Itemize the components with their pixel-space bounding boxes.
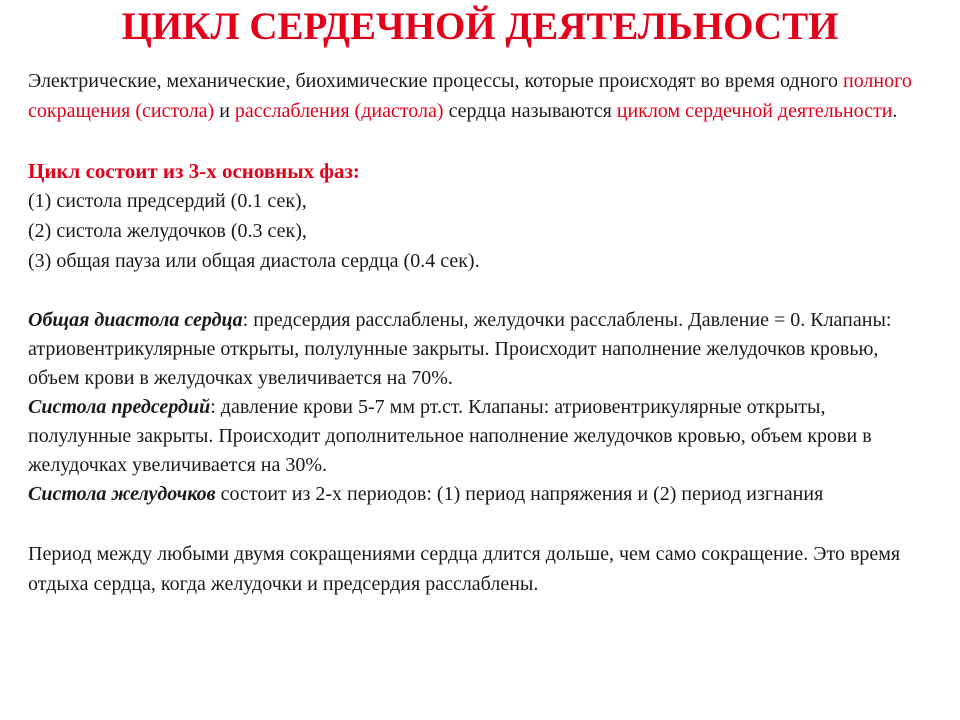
diastole-description: : предсердия расслаблены, желудочки расслаблены. Давление = 0. Клапаны: атриовентрикулярные открыты, полулунные закрыты. Происходит наполнение желудочков кровью, объем крови в желудочках увеличивается на 70%. — [28, 309, 892, 389]
spacer — [28, 509, 928, 539]
spacer — [28, 126, 928, 156]
intro-text-4: . — [892, 100, 898, 122]
diastole-term: Общая диастола сердца — [28, 309, 243, 331]
cycle-highlight: циклом сердечной деятельности — [616, 100, 893, 122]
systole-highlight: полного сокращения (систола) — [28, 70, 912, 122]
conclusion-paragraph: Период между любыми двумя сокращениями сердца длится дольше, чем само сокращение. Это время отдыха сердца, когда желудочки и предсердия расслаблены. — [28, 543, 901, 595]
ventricular-systole-description: состоит из 2-х периодов: (1) период напряжения и (2) период изгнания — [215, 483, 824, 505]
intro-text-3: сердца называются — [443, 100, 617, 122]
atrial-systole-description: : давление крови 5-7 мм рт.ст. Клапаны: атриовентрикулярные открыты, полулунные закрыты. Происходит дополнительное наполнение желудочков кровью, объем крови в желудочках увеличивается на 30%. — [28, 396, 872, 476]
ventricular-systole-paragraph — [28, 480, 928, 509]
atrial-systole-term: Систола предсердий — [28, 396, 211, 418]
intro-text-1: Электрические, механические, биохимические процессы, которые происходят во время одного — [28, 70, 843, 92]
intro-text-2: и — [214, 100, 235, 122]
slide-title: ЦИКЛ СЕРДЕЧНОЙ ДЕЯТЕЛЬНОСТИ — [121, 5, 839, 48]
phase-item-1: (1) систола предсердий (0.1 сек), — [28, 190, 307, 212]
atrial-systole-paragraph — [28, 393, 928, 480]
phase-item-3: (3) общая пауза или общая диастола сердца (0.4 сек). — [28, 250, 480, 272]
phase-item-2: (2) систола желудочков (0.3 сек), — [28, 220, 307, 242]
slide-content — [28, 66, 928, 599]
phases-heading: Цикл состоит из 3-х основных фаз: — [28, 159, 360, 183]
diastole-paragraph — [28, 306, 928, 393]
spacer — [28, 276, 928, 306]
diastole-highlight: расслабления (диастола) — [234, 100, 444, 122]
ventricular-systole-term: Систола желудочков — [28, 483, 216, 505]
intro-paragraph — [28, 66, 928, 126]
